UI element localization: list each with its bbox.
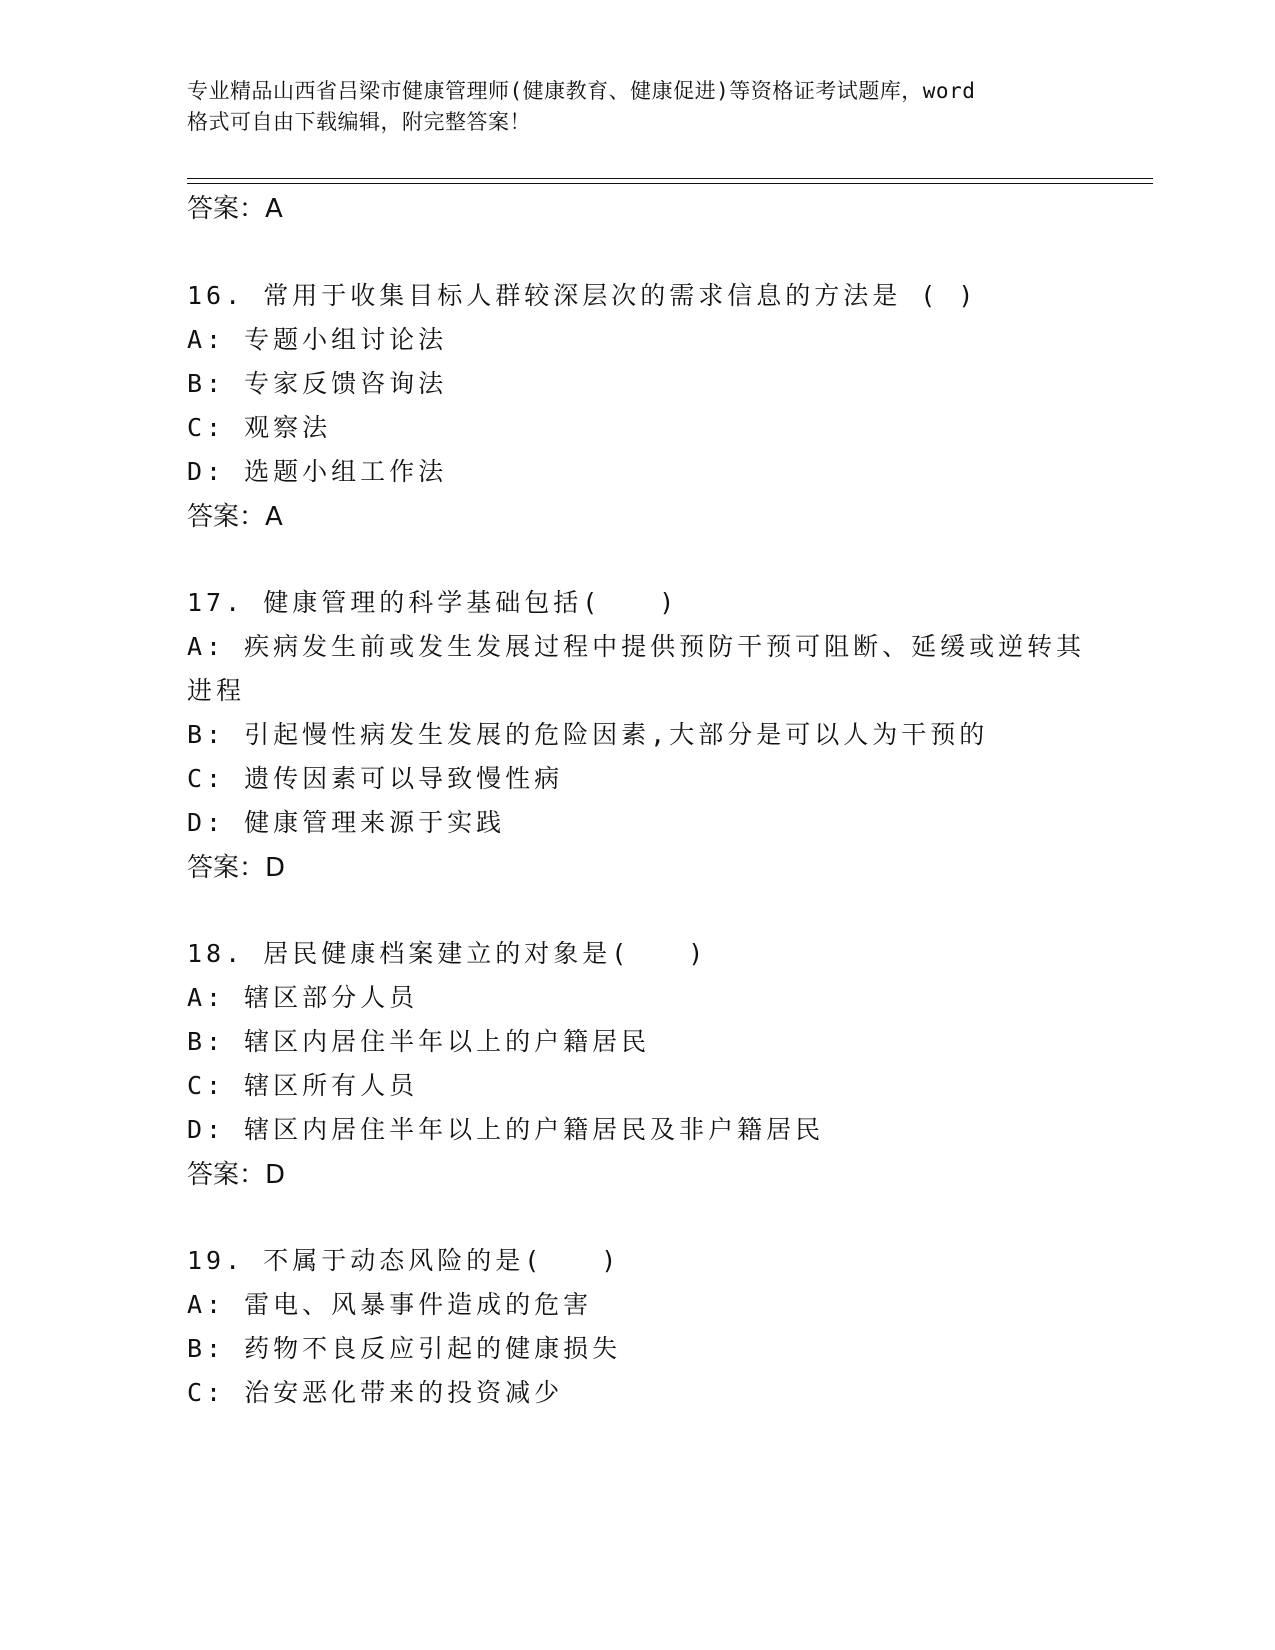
- question-19-stem: 19. 不属于动态风险的是( ): [187, 1246, 621, 1275]
- question-18-option-a: A: 辖区部分人员: [187, 983, 419, 1012]
- question-19-option-c: C: 治安恶化带来的投资减少: [187, 1378, 564, 1407]
- header-line-1: 专业精品山西省吕梁市健康管理师(健康教育、健康促进)等资格证考试题库，word: [187, 79, 976, 103]
- question-16-option-b: B: 专家反馈咨询法: [187, 369, 448, 398]
- header-line-2: 格式可自由下载编辑，附完整答案！: [187, 110, 531, 134]
- question-17-option-c: C: 遗传因素可以导致慢性病: [187, 764, 564, 793]
- question-17-answer: 答案：D: [187, 853, 286, 883]
- header-divider-bottom: [187, 183, 1153, 184]
- question-17-option-a: A: 疾病发生前或发生发展过程中提供预防干预可阻断、延缓或逆转其: [187, 632, 1086, 661]
- document-header: [187, 76, 1087, 138]
- question-17-stem: 17. 健康管理的科学基础包括( ): [187, 588, 679, 617]
- question-16-option-c: C: 观察法: [187, 413, 332, 442]
- question-17-option-b: B: 引起慢性病发生发展的危险因素,大部分是可以人为干预的: [187, 720, 989, 749]
- question-17-option-d: D: 健康管理来源于实践: [187, 808, 506, 837]
- question-18-option-b: B: 辖区内居住半年以上的户籍居民: [187, 1027, 651, 1056]
- question-17-option-a-cont: 进程: [187, 676, 246, 705]
- question-16-stem: 16. 常用于收集目标人群较深层次的需求信息的方法是 ( ): [187, 281, 978, 310]
- question-16-option-d: D: 选题小组工作法: [187, 457, 448, 486]
- question-18-answer: 答案：D: [187, 1160, 286, 1190]
- question-19-option-b: B: 药物不良反应引起的健康损失: [187, 1334, 622, 1363]
- question-16-answer: 答案：A: [187, 502, 283, 532]
- question-18-option-d: D: 辖区内居住半年以上的户籍居民及非户籍居民: [187, 1115, 825, 1144]
- question-18-stem: 18. 居民健康档案建立的对象是( ): [187, 939, 708, 968]
- question-18-option-c: C: 辖区所有人员: [187, 1071, 419, 1100]
- question-19-option-a: A: 雷电、风暴事件造成的危害: [187, 1290, 593, 1319]
- question-16-option-a: A: 专题小组讨论法: [187, 325, 448, 354]
- header-divider-top: [187, 178, 1153, 179]
- previous-answer: 答案：A: [187, 194, 283, 224]
